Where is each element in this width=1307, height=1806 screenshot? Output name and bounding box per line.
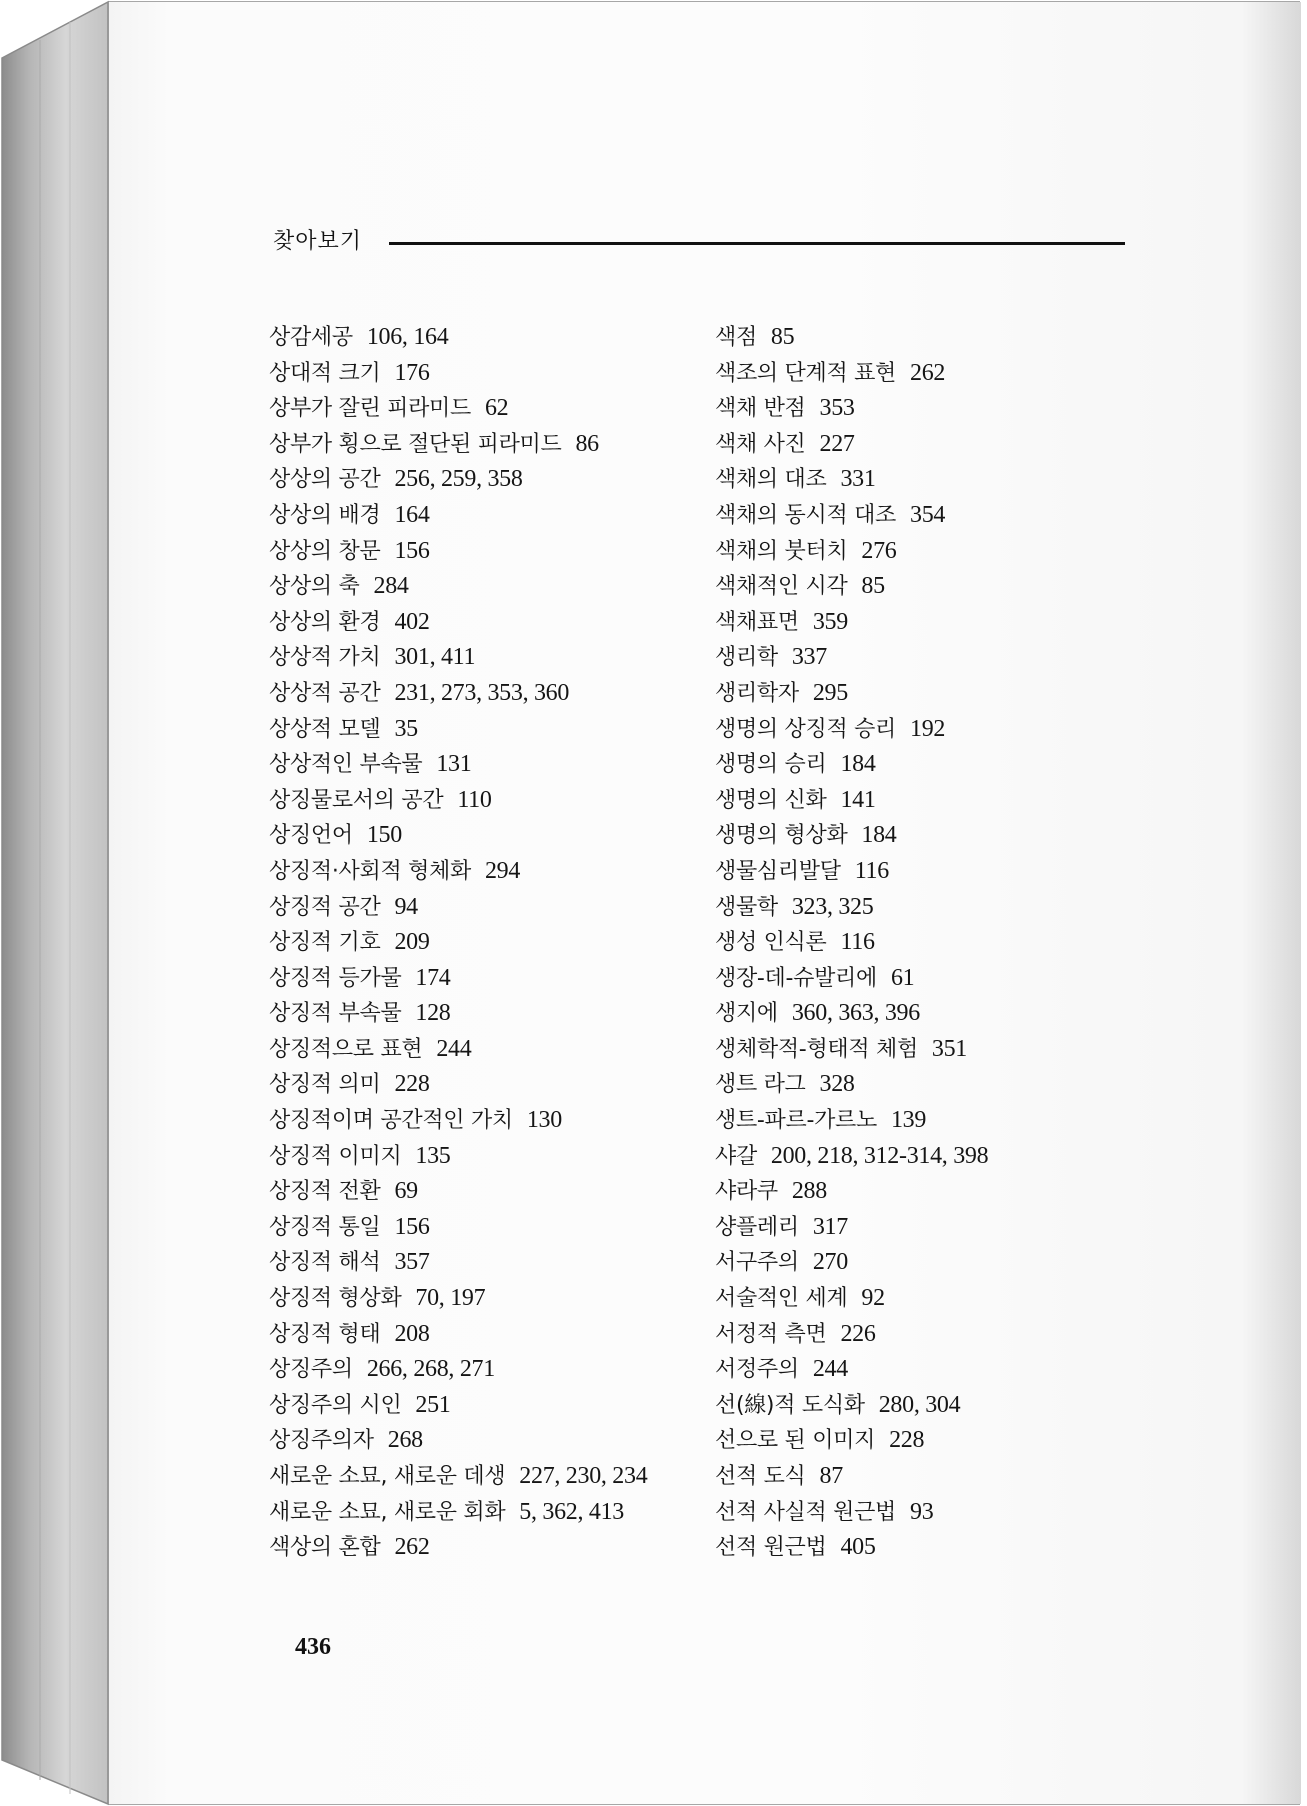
index-term: 생성 인식론 — [715, 930, 827, 956]
index-pages: 62 — [484, 395, 509, 422]
index-entry — [269, 1388, 709, 1424]
index-entry — [715, 462, 1155, 498]
index-term: 상징주의 — [269, 1357, 353, 1383]
index-term: 상상의 환경 — [269, 609, 381, 635]
index-entry — [715, 569, 1155, 605]
index-term: 선으로 된 이미지 — [715, 1428, 876, 1454]
index-term: 선(線)적 도식화 — [715, 1392, 865, 1418]
index-term: 생체학적-형태적 체험 — [715, 1036, 918, 1062]
index-entry — [269, 427, 709, 463]
index-pages: 268 — [387, 1427, 423, 1454]
index-pages: 70, 197 — [415, 1285, 486, 1312]
page-title: 찾아보기 — [273, 229, 363, 254]
index-entry — [715, 356, 1155, 392]
page-number: 436 — [295, 1634, 331, 1660]
index-term: 색채의 붓터치 — [715, 538, 848, 564]
index-term: 상징주의 시인 — [269, 1392, 402, 1418]
index-entry — [715, 1423, 1155, 1459]
index-entry — [269, 1352, 709, 1388]
index-term: 샤라쿠 — [715, 1179, 778, 1205]
index-pages: 337 — [791, 644, 827, 671]
index-entry — [269, 356, 709, 392]
index-pages: 351 — [931, 1035, 968, 1062]
index-pages: 208 — [394, 1320, 430, 1347]
index-pages: 280, 304 — [878, 1391, 961, 1418]
index-entry — [269, 1067, 709, 1103]
index-entry — [269, 605, 709, 641]
index-term: 색점 — [715, 325, 757, 350]
index-term: 서술적인 세계 — [715, 1286, 848, 1312]
index-pages: 184 — [861, 822, 897, 849]
index-term: 상징적 부속물 — [269, 1001, 402, 1027]
index-pages: 288 — [791, 1178, 827, 1205]
index-entry — [715, 676, 1155, 712]
index-entry — [269, 1174, 709, 1210]
index-pages: 176 — [394, 359, 430, 386]
index-term: 색채적인 시각 — [715, 574, 848, 600]
index-entry — [715, 1067, 1155, 1103]
index-entry — [269, 818, 709, 854]
index-pages: 85 — [770, 324, 795, 350]
index-entry — [715, 1174, 1155, 1210]
index-term: 색채 사진 — [715, 431, 806, 457]
index-entry — [269, 747, 709, 783]
index-pages: 106, 164 — [366, 324, 449, 350]
index-entry — [715, 783, 1155, 819]
index-term: 상징적으로 표현 — [269, 1036, 423, 1062]
index-entry — [269, 854, 709, 890]
index-entry — [715, 534, 1155, 570]
index-entry — [715, 961, 1155, 997]
index-term: 상징적이며 공간적인 가치 — [269, 1108, 513, 1134]
index-entry — [715, 854, 1155, 890]
index-pages: 131 — [436, 751, 472, 778]
index-term: 상징적 형태 — [269, 1321, 381, 1347]
index-term: 상징적 공간 — [269, 894, 381, 920]
index-term: 새로운 소묘, 새로운 회화 — [269, 1499, 506, 1525]
index-entry — [269, 925, 709, 961]
index-pages: 156 — [394, 537, 430, 564]
index-term: 상징적·사회적 형체화 — [269, 858, 471, 884]
index-term: 상상의 배경 — [269, 502, 381, 528]
index-pages: 110 — [457, 786, 492, 813]
index-entry — [715, 1032, 1155, 1068]
index-term: 생명의 상징적 승리 — [715, 716, 897, 742]
index-pages: 317 — [812, 1213, 848, 1240]
index-entry — [715, 1245, 1155, 1281]
index-term: 새로운 소묘, 새로운 데생 — [269, 1464, 506, 1489]
index-pages: 295 — [812, 679, 848, 706]
index-pages: 5, 362, 413 — [519, 1498, 624, 1525]
index-term: 상상적인 부속물 — [269, 752, 423, 778]
index-entry — [269, 1245, 709, 1281]
index-term: 선적 도식 — [715, 1464, 806, 1489]
index-entry — [715, 320, 1155, 356]
index-pages: 244 — [812, 1356, 848, 1383]
index-term: 선적 사실적 원근법 — [715, 1499, 897, 1525]
index-term: 서정주의 — [715, 1357, 799, 1383]
index-entry — [715, 391, 1155, 427]
index-entry — [715, 1210, 1155, 1246]
index-entry — [715, 890, 1155, 926]
index-term: 상상의 창문 — [269, 538, 381, 564]
index-term: 생물학 — [715, 894, 778, 920]
index-pages: 270 — [812, 1249, 848, 1276]
index-pages: 156 — [394, 1213, 430, 1240]
index-term: 생트 라그 — [715, 1072, 806, 1098]
index-entry — [715, 1281, 1155, 1317]
header-rule — [389, 242, 1125, 245]
index-term: 상징적 해석 — [269, 1250, 381, 1276]
index-page — [108, 2, 1301, 1804]
index-pages: 116 — [854, 857, 889, 884]
index-pages: 331 — [840, 466, 876, 493]
index-term: 상상의 공간 — [269, 467, 381, 493]
index-term: 색상의 혼합 — [269, 1535, 381, 1561]
index-pages: 244 — [436, 1035, 472, 1062]
index-entry — [715, 1530, 1155, 1566]
index-term: 상징언어 — [269, 823, 353, 849]
index-entry — [269, 534, 709, 570]
index-entry — [269, 391, 709, 427]
index-term: 생트-파르-가르노 — [715, 1108, 877, 1134]
index-pages: 294 — [484, 857, 521, 884]
index-term: 서정적 측면 — [715, 1321, 827, 1347]
index-entry — [269, 996, 709, 1032]
index-entry — [715, 1495, 1155, 1531]
index-term: 상징적 기호 — [269, 930, 381, 956]
index-pages: 87 — [819, 1463, 843, 1489]
index-pages: 359 — [812, 608, 848, 635]
index-pages: 357 — [394, 1249, 430, 1276]
index-pages: 226 — [840, 1320, 876, 1347]
index-term: 상상의 축 — [269, 574, 360, 600]
index-entry — [269, 1139, 709, 1175]
index-column-left — [269, 320, 709, 1566]
index-entry — [715, 1459, 1155, 1495]
index-term: 생명의 형상화 — [715, 823, 848, 849]
index-term: 상징물로서의 공간 — [269, 787, 444, 813]
index-term: 상징적 이미지 — [269, 1143, 402, 1169]
index-pages: 353 — [819, 395, 855, 422]
index-pages: 93 — [910, 1498, 934, 1525]
index-pages: 256, 259, 358 — [394, 466, 523, 493]
index-entry — [269, 640, 709, 676]
index-pages: 402 — [394, 608, 430, 635]
index-term: 상징적 형상화 — [269, 1286, 402, 1312]
index-entry — [715, 818, 1155, 854]
index-pages: 405 — [840, 1534, 876, 1561]
index-pages: 141 — [840, 786, 876, 813]
index-pages: 328 — [819, 1071, 855, 1098]
index-pages: 86 — [575, 430, 599, 457]
index-term: 생명의 신화 — [715, 787, 827, 813]
index-pages: 135 — [415, 1142, 451, 1169]
index-pages: 139 — [890, 1107, 927, 1134]
index-pages: 128 — [415, 1000, 451, 1027]
index-term: 상상적 공간 — [269, 680, 381, 706]
index-pages: 184 — [840, 751, 876, 778]
index-term: 생리학 — [715, 645, 778, 671]
index-entry — [269, 1281, 709, 1317]
index-entry — [715, 605, 1155, 641]
index-entry — [269, 1459, 709, 1495]
index-pages: 227, 230, 234 — [519, 1463, 648, 1489]
page-header — [273, 224, 1225, 264]
index-pages: 262 — [910, 359, 946, 386]
index-entry — [269, 1530, 709, 1566]
index-pages: 301, 411 — [394, 644, 476, 671]
index-pages: 227 — [819, 430, 855, 457]
index-entry — [269, 783, 709, 819]
index-entry — [715, 925, 1155, 961]
index-entry — [269, 961, 709, 997]
index-pages: 116 — [840, 929, 875, 956]
index-entry — [269, 462, 709, 498]
index-pages: 354 — [910, 501, 946, 528]
index-term: 선적 원근법 — [715, 1535, 827, 1561]
index-term: 상부가 잘린 피라미드 — [269, 396, 471, 422]
index-term: 상징적 전환 — [269, 1179, 381, 1205]
index-term: 샤갈 — [715, 1143, 757, 1169]
index-pages: 284 — [373, 573, 409, 600]
index-entry — [715, 1139, 1155, 1175]
index-column-right — [715, 320, 1155, 1566]
index-pages: 262 — [394, 1534, 430, 1561]
index-entry — [269, 890, 709, 926]
index-pages: 192 — [910, 715, 946, 742]
index-entry — [269, 569, 709, 605]
index-entry — [269, 1210, 709, 1246]
index-term: 서구주의 — [715, 1250, 799, 1276]
index-term: 색채의 대조 — [715, 467, 827, 493]
index-entry — [715, 712, 1155, 748]
index-pages: 231, 273, 353, 360 — [394, 679, 570, 706]
index-term: 생물심리발달 — [715, 858, 841, 884]
index-pages: 85 — [861, 573, 885, 600]
index-pages: 92 — [861, 1285, 885, 1312]
index-entry — [715, 1103, 1155, 1139]
index-term: 상대적 크기 — [269, 360, 381, 386]
index-entry — [269, 498, 709, 534]
index-term: 색채 반점 — [715, 396, 806, 422]
index-entry — [269, 712, 709, 748]
index-pages: 251 — [415, 1391, 451, 1418]
index-term: 생지에 — [715, 1001, 778, 1027]
index-entry — [269, 676, 709, 712]
index-entry — [715, 747, 1155, 783]
index-pages: 130 — [526, 1107, 562, 1134]
index-term: 생장-데-슈발리에 — [715, 965, 877, 991]
index-term: 상징적 통일 — [269, 1214, 381, 1240]
index-pages: 61 — [890, 964, 915, 991]
index-pages: 228 — [889, 1427, 925, 1454]
index-pages: 276 — [861, 537, 897, 564]
index-pages: 94 — [394, 893, 418, 920]
index-entry — [715, 498, 1155, 534]
index-pages: 164 — [394, 501, 430, 528]
index-term: 샹플레리 — [715, 1214, 799, 1240]
index-entry — [269, 1317, 709, 1353]
index-pages: 266, 268, 271 — [366, 1356, 495, 1383]
index-term: 상부가 횡으로 절단된 피라미드 — [269, 431, 562, 457]
index-pages: 200, 218, 312-314, 398 — [770, 1142, 989, 1169]
index-entry — [715, 1352, 1155, 1388]
index-pages: 323, 325 — [791, 893, 874, 920]
index-entry — [715, 640, 1155, 676]
index-term: 상징주의자 — [269, 1428, 374, 1454]
index-pages: 150 — [366, 822, 402, 849]
index-pages: 228 — [394, 1071, 430, 1098]
index-term: 생리학자 — [715, 680, 799, 706]
index-entry — [715, 996, 1155, 1032]
index-entry — [269, 1032, 709, 1068]
index-pages: 69 — [394, 1178, 418, 1205]
index-pages: 360, 363, 396 — [791, 1000, 920, 1027]
index-term: 생명의 승리 — [715, 752, 827, 778]
index-entry — [715, 1317, 1155, 1353]
index-entry — [269, 1423, 709, 1459]
index-entry — [269, 320, 709, 356]
index-pages: 174 — [415, 964, 451, 991]
index-entry — [269, 1495, 709, 1531]
index-term: 상상적 가치 — [269, 645, 381, 671]
index-term: 상상적 모델 — [269, 716, 381, 742]
index-entry — [269, 1103, 709, 1139]
index-term: 색채표면 — [715, 609, 799, 635]
index-term: 상감세공 — [269, 325, 353, 350]
index-term: 색채의 동시적 대조 — [715, 502, 897, 528]
index-pages: 209 — [394, 929, 430, 956]
index-term: 색조의 단계적 표현 — [715, 360, 897, 386]
index-pages: 35 — [394, 715, 418, 742]
index-term: 상징적 의미 — [269, 1072, 381, 1098]
index-term: 상징적 등가물 — [269, 965, 402, 991]
index-entry — [715, 427, 1155, 463]
index-entry — [715, 1388, 1155, 1424]
